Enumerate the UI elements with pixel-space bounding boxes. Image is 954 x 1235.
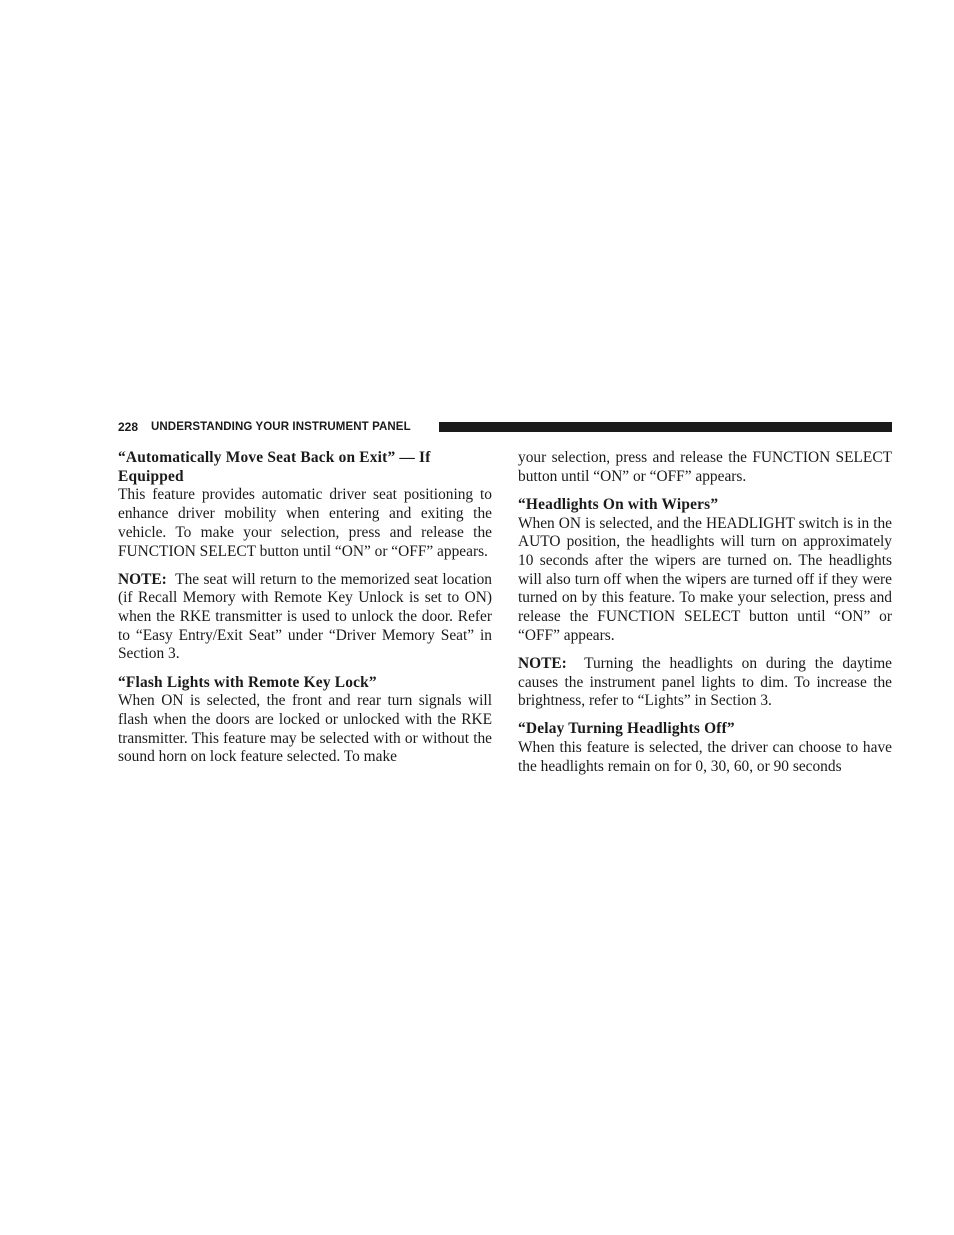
page-number: 228 (118, 420, 139, 434)
paragraph-auto-seat: This feature provides automatic driver seat positioning to enhance driver mobility when entering and exiting the vehicle. To make your selection, press and release the FUNCTION SELECT button until “ON” or “OFF” appears. (118, 486, 492, 560)
left-column (118, 449, 492, 767)
right-column (518, 449, 892, 776)
paragraph-flash-lights: When ON is selected, the front and rear turn signals will flash when the doors are locked or unlocked with the RKE transmitter. This feature may be selected with or without the sound horn on lock feature selected. To make (118, 692, 492, 766)
section-title: UNDERSTANDING YOUR INSTRUMENT PANEL (151, 421, 411, 433)
note-text: The seat will return to the memorized seat location (if Recall Memory with Remote Key Unlock is set to ON) when the RKE transmitter is used to unlock the door. Refer to “Easy Entry/Exit Seat” under “Driver Memory Seat” in Section 3. (118, 570, 492, 663)
note-label: NOTE: (518, 654, 567, 672)
paragraph-delay-headlights: When this feature is selected, the driver can choose to have the headlights remain on for 0, 30, 60, or 90 seconds (518, 739, 892, 775)
paragraph-continued: your selection, press and release the FUNCTION SELECT button until “ON” or “OFF” appears. (518, 449, 892, 485)
heading-flash-lights: “Flash Lights with Remote Key Lock” (118, 673, 377, 691)
heading-delay-headlights: “Delay Turning Headlights Off” (518, 720, 735, 738)
heading-auto-seat: “Automatically Move Seat Back on Exit” — If Equipped (118, 449, 431, 485)
paragraph-headlights-wipers: When ON is selected, and the HEADLIGHT switch is in the AUTO position, the headlights will turn on approximately 10 seconds after the wipers are turned on. The headlights will also turn off when the wipers are turned off if they were turned on by this feature. To make your selection, press and release the FUNCTION SELECT button until “ON” or “OFF” appears. (518, 514, 892, 644)
note-label: NOTE: (118, 570, 167, 588)
note-text: Turning the headlights on during the daytime causes the instrument panel lights to dim. To increase the brightness, refer to “Lights” in Section 3. (518, 654, 892, 710)
note-seat (118, 571, 492, 665)
header-rule (439, 422, 892, 432)
heading-headlights-wipers: “Headlights On with Wipers” (518, 495, 719, 513)
page-header (118, 419, 892, 435)
note-headlights (518, 655, 892, 711)
